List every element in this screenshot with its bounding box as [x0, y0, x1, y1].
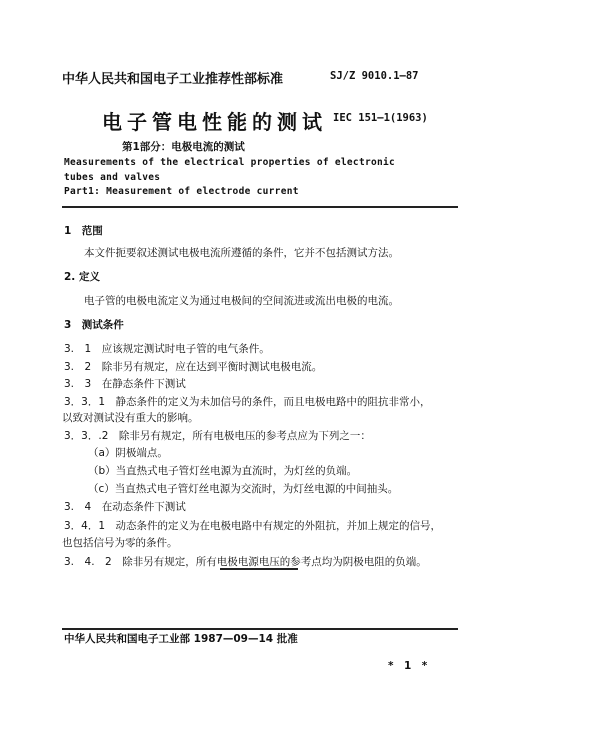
clause: 3．3．.2 除非另有规定，所有电极电压的参考点应为下列之一：	[64, 430, 371, 442]
english-title-line: Part1: Measurement of electrode current	[64, 186, 299, 197]
document-subtitle: 第1部分：电极电流的测试	[122, 141, 245, 153]
document-title: 电子管电性能的测试	[102, 110, 327, 134]
list-item: （b）当直热式电子管灯丝电源为直流时，为灯丝的负端。	[88, 465, 358, 477]
issuing-authority: 中华人民共和国电子工业推荐性部标准	[62, 72, 284, 87]
end-mark-rule	[220, 568, 298, 570]
english-title-line: tubes and valves	[64, 172, 161, 183]
header-divider	[62, 206, 458, 208]
clause: 3．4．1 动态条件的定义为在电极电路中有规定的外阻抗，并加上规定的信号，	[64, 520, 442, 532]
english-title-line: Measurements of the electrical properties of electronic	[64, 157, 396, 168]
section-heading: 2. 定义	[64, 271, 100, 283]
page-number: * 1 *	[388, 660, 428, 672]
clause: 3．3．1 静态条件的定义为未加信号的条件，而且电极电路中的阻抗非常小，	[64, 396, 431, 408]
section-heading: 1 范围	[64, 225, 103, 237]
clause: 3. 4. 2 除非另有规定，所有电极电源电压的参考点均为阴极电阻的负端。	[64, 556, 427, 568]
clause-continuation: 以致对测试没有重大的影响。	[62, 412, 199, 424]
list-item: （c）当直热式电子管灯丝电源为交流时，为灯丝电源的中间抽头。	[88, 483, 399, 495]
section-heading: 3 测试条件	[64, 319, 124, 331]
clause: 3. 3 在静态条件下测试	[64, 378, 186, 390]
section-body: 电子管的电极电流定义为通过电极间的空间流进或流出电极的电流。	[84, 295, 399, 307]
standard-code: SJ/Z 9010.1—87	[330, 70, 419, 82]
clause-continuation: 也包括信号为零的条件。	[62, 537, 178, 549]
clause: 3. 1 应该规定测试时电子管的电气条件。	[64, 343, 270, 355]
section-body: 本文件扼要叙述测试电极电流所遵循的条件，它并不包括测试方法。	[84, 247, 399, 259]
iec-reference: IEC 151—1(1963)	[333, 112, 428, 124]
clause: 3. 2 除非另有规定，应在达到平衡时测试电极电流。	[64, 361, 323, 373]
footer-divider	[62, 628, 458, 630]
approval-line: 中华人民共和国电子工业部 1987—09—14 批准	[64, 633, 298, 645]
list-item: （a）阴极端点。	[88, 447, 168, 459]
clause: 3. 4 在动态条件下测试	[64, 501, 186, 513]
